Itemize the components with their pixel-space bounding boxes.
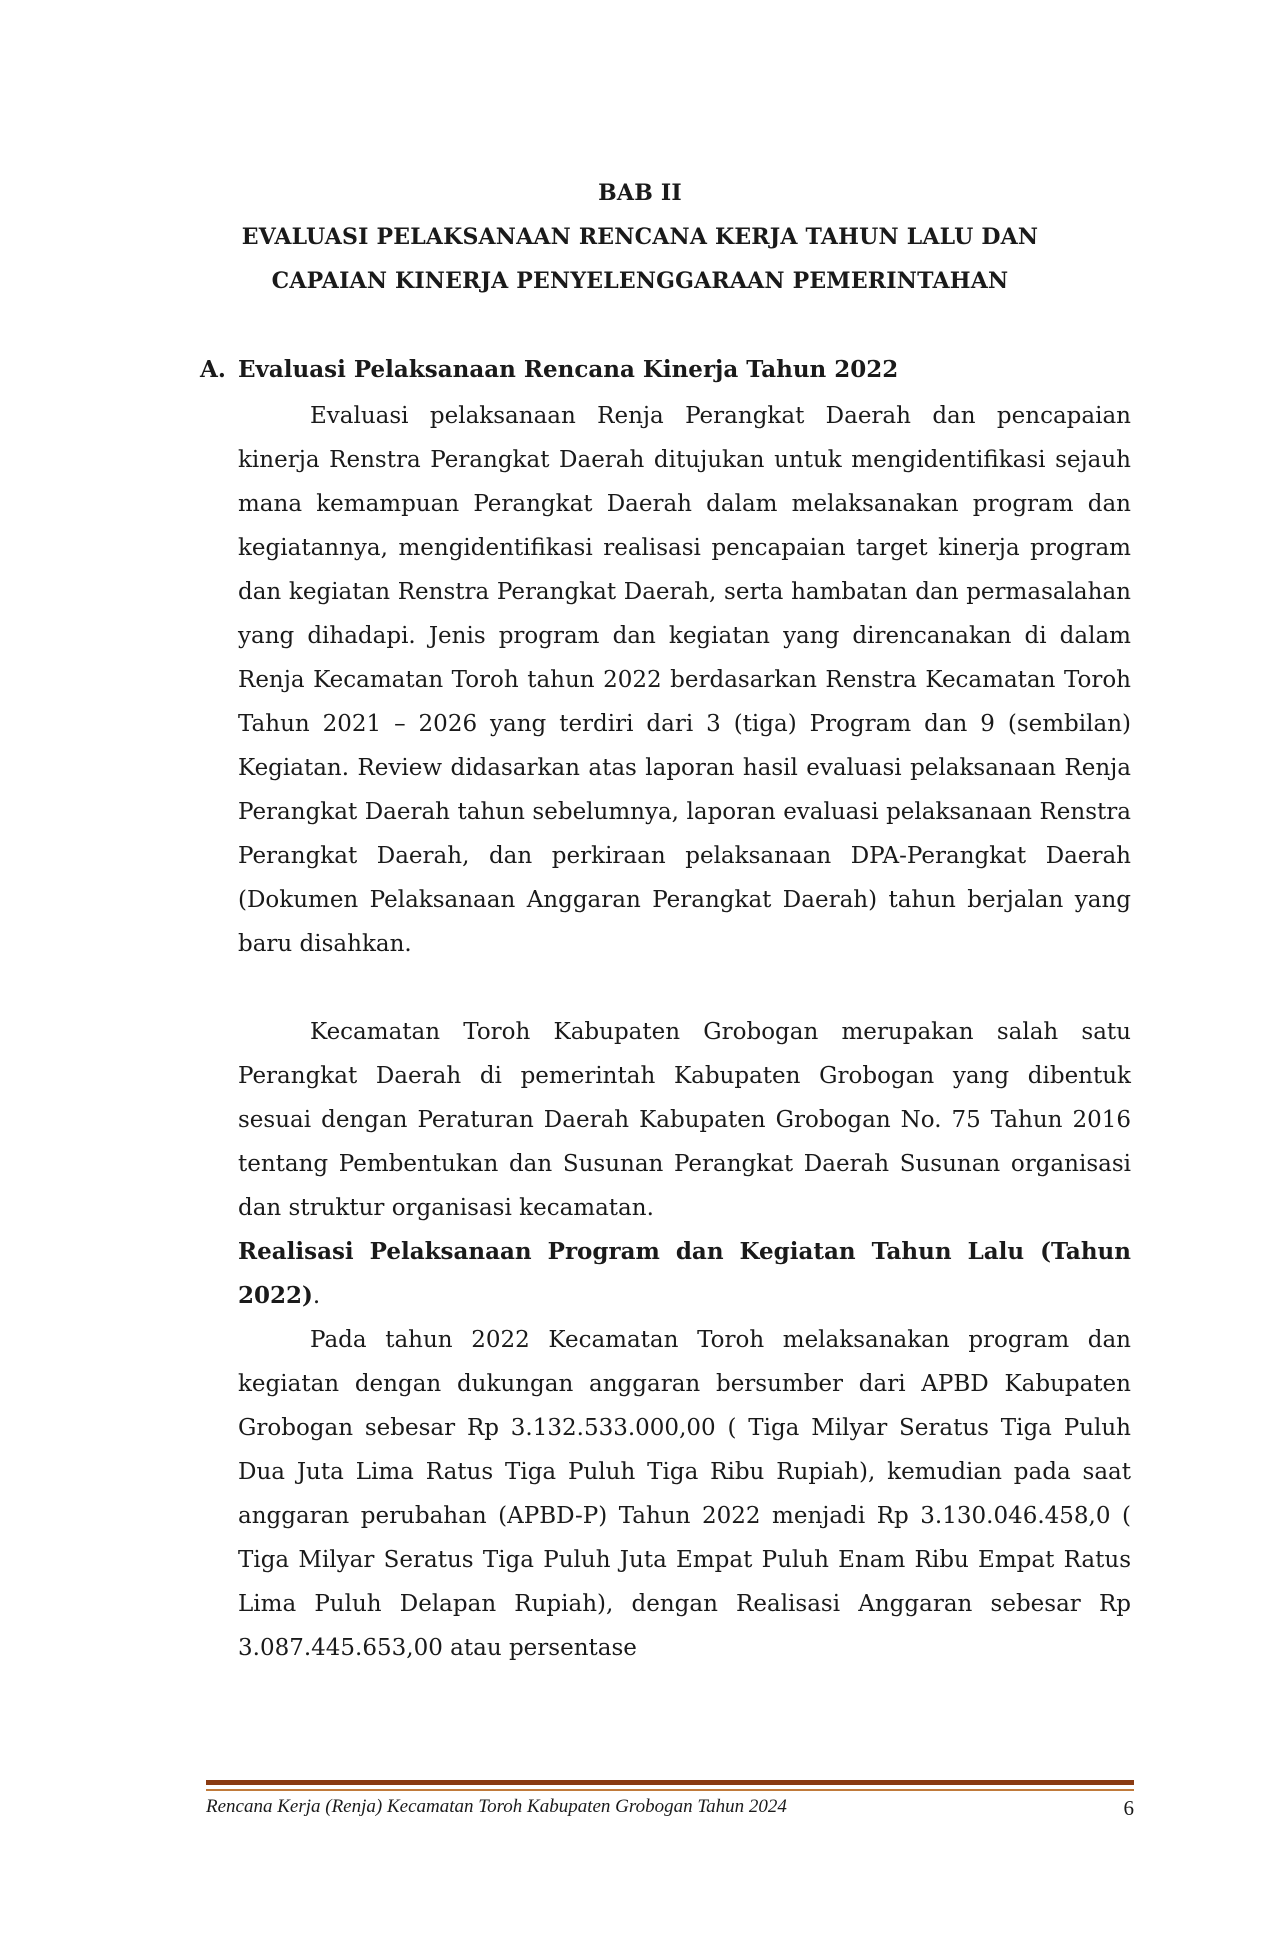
realisasi-subheading-period: .	[312, 1283, 321, 1309]
section-title: Evaluasi Pelaksanaan Rencana Kinerja Tahun 2022	[238, 356, 899, 383]
chapter-title-line1: EVALUASI PELAKSANAAN RENCANA KERJA TAHUN LALU DAN	[241, 224, 1039, 250]
section-a-heading	[200, 356, 1140, 383]
paragraph-anggaran: Pada tahun 2022 Kecamatan Toroh melaksanakan program dan kegiatan dengan dukungan anggaran bersumber dari APBD Kabupaten Grobogan sebesar Rp 3.132.533.000,00 ( Tiga Milyar Seratus Tiga Puluh Dua Juta Lima Ratus Tiga Puluh Tiga Ribu Rupiah), kemudian pada saat anggaran perubahan (APBD-P) Tahun 2022 menjadi Rp 3.130.046.458,0 ( Tiga Milyar Seratus Tiga Puluh Juta Empat Puluh Enam Ribu Empat Ratus Lima Puluh Delapan Rupiah), dengan Realisasi Anggaran sebesar Rp 3.087.445.653,00 atau persentase	[238, 1327, 1131, 1661]
chapter-number: BAB II	[598, 180, 682, 206]
paragraph-evaluasi: Evaluasi pelaksanaan Renja Perangkat Daerah dan pencapaian kinerja Renstra Perangkat Daerah ditujukan untuk mengidentifikasi sejauh mana kemampuan Perangkat Daerah dalam melaksanakan program dan kegiatannya, mengidentifikasi realisasi pencapaian target kinerja program dan kegiatan Renstra Perangkat Daerah, serta hambatan dan permasalahan yang dihadapi. Jenis program dan kegiatan yang direncanakan di dalam Renja Kecamatan Toroh tahun 2022 berdasarkan Renstra Kecamatan Toroh Tahun 2021 – 2026 yang terdiri dari 3 (tiga) Program dan 9 (sembilan) Kegiatan. Review didasarkan atas laporan hasil evaluasi pelaksanaan Renja Perangkat Daerah tahun sebelumnya, laporan evaluasi pelaksanaan Renstra Perangkat Daerah, dan perkiraan pelaksanaan DPA-Perangkat Daerah (Dokumen Pelaksanaan Anggaran Perangkat Daerah) tahun berjalan yang baru disahkan.	[238, 403, 1131, 957]
section-letter: A.	[200, 356, 226, 383]
page-number: 6	[1123, 1796, 1134, 1820]
footer-document-title: Rencana Kerja (Renja) Kecamatan Toroh Kabupaten Grobogan Tahun 2024	[206, 1796, 787, 1817]
realisasi-subheading	[238, 1230, 1131, 1318]
realisasi-subheading-text: Realisasi Pelaksanaan Program dan Kegiatan Tahun Lalu (Tahun 2022)	[238, 1238, 1131, 1309]
chapter-title-line2: CAPAIAN KINERJA PENYELENGGARAAN PEMERINTAHAN	[271, 268, 1009, 294]
footer-rule	[206, 1780, 1134, 1785]
footer-rule-thin	[206, 1789, 1134, 1791]
paragraph-kecamatan: Kecamatan Toroh Kabupaten Grobogan merupakan salah satu Perangkat Daerah di pemerintah Kabupaten Grobogan yang dibentuk sesuai dengan Peraturan Daerah Kabupaten Grobogan No. 75 Tahun 2016 tentang Pembentukan dan Susunan Perangkat Daerah Susunan organisasi dan struktur organisasi kecamatan.	[238, 1019, 1131, 1221]
